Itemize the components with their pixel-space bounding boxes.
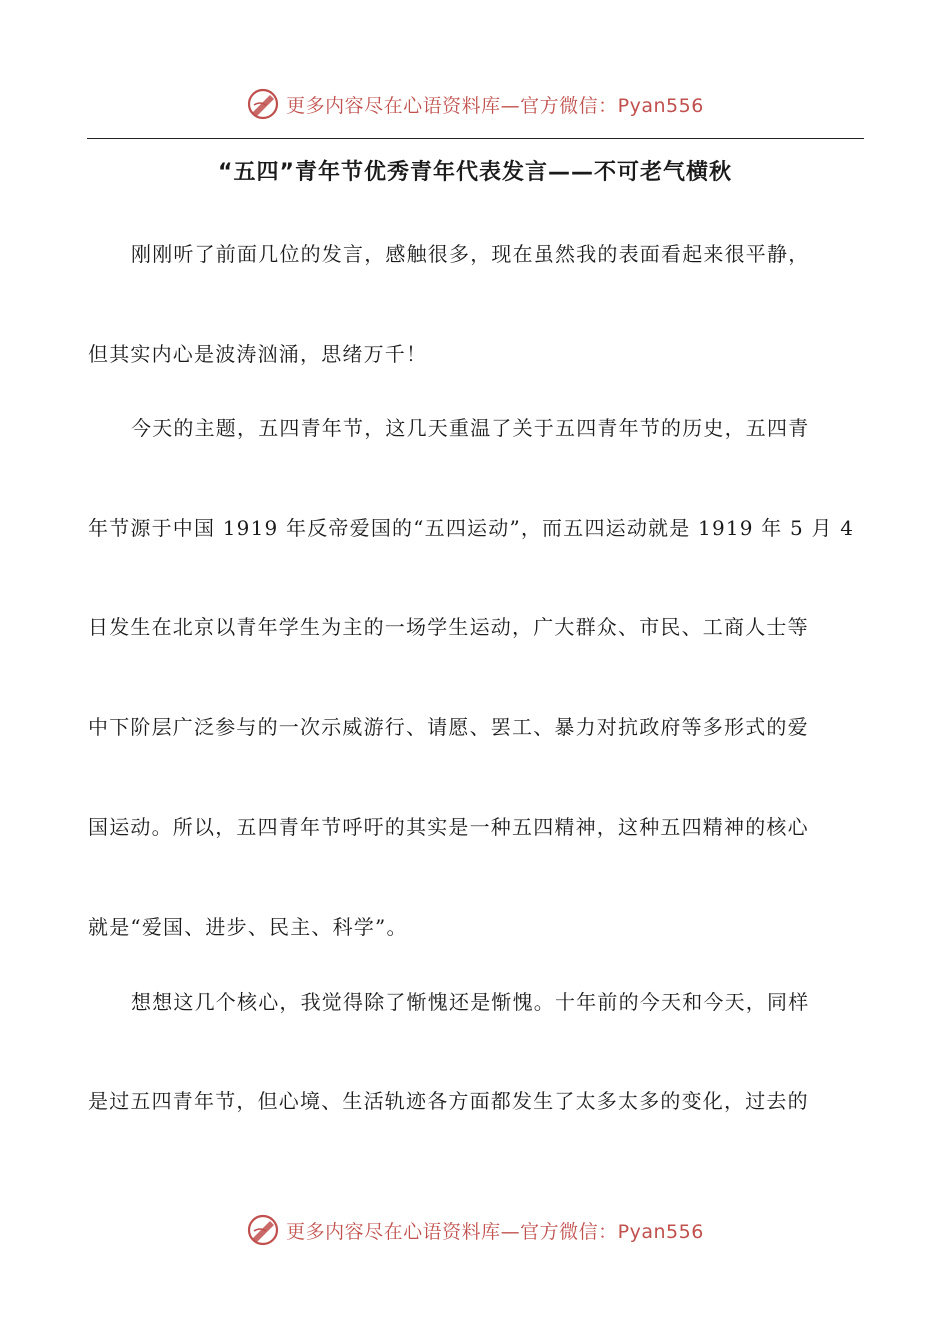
footer-banner xyxy=(0,1210,950,1250)
paragraph-line: 但其实内心是波涛汹涌，思绪万千！ xyxy=(88,342,428,366)
header-banner-text: 更多内容尽在心语资料库—官方微信：Pyan556 xyxy=(286,94,704,117)
paragraph-line: 就是“爱国、进步、民主、科学”。 xyxy=(88,915,408,939)
paragraph-line: 中下阶层广泛参与的一次示威游行、请愿、罢工、暴力对抗政府等多形式的爱 xyxy=(88,715,809,739)
paragraph-line: 是过五四青年节，但心境、生活轨迹各方面都发生了太多太多的变化，过去的 xyxy=(88,1089,809,1113)
paragraph-line: 日发生在北京以青年学生为主的一场学生运动，广大群众、市民、工商人士等 xyxy=(88,615,809,639)
pen-logo-icon xyxy=(246,1213,280,1247)
header-banner xyxy=(0,84,950,124)
paragraph-line: 今天的主题，五四青年节，这几天重温了关于五四青年节的历史，五四青 xyxy=(131,416,810,440)
footer-banner-text: 更多内容尽在心语资料库—官方微信：Pyan556 xyxy=(286,1220,704,1243)
paragraph-line: 想想这几个核心，我觉得除了惭愧还是惭愧。十年前的今天和今天，同样 xyxy=(131,990,810,1014)
pen-logo-icon xyxy=(246,87,280,121)
paragraph-line: 刚刚听了前面几位的发言，感触很多，现在虽然我的表面看起来很平静， xyxy=(131,242,810,266)
paragraph-line: 国运动。所以，五四青年节呼吁的其实是一种五四精神，这种五四精神的核心 xyxy=(88,815,809,839)
document-title: “五四”青年节优秀青年代表发言——不可老气横秋 xyxy=(218,160,732,185)
header-divider xyxy=(87,138,864,139)
paragraph-line: 年节源于中国 1919 年反帝爱国的“五四运动”，而五四运动就是 1919 年 5 月 4 xyxy=(88,516,855,540)
